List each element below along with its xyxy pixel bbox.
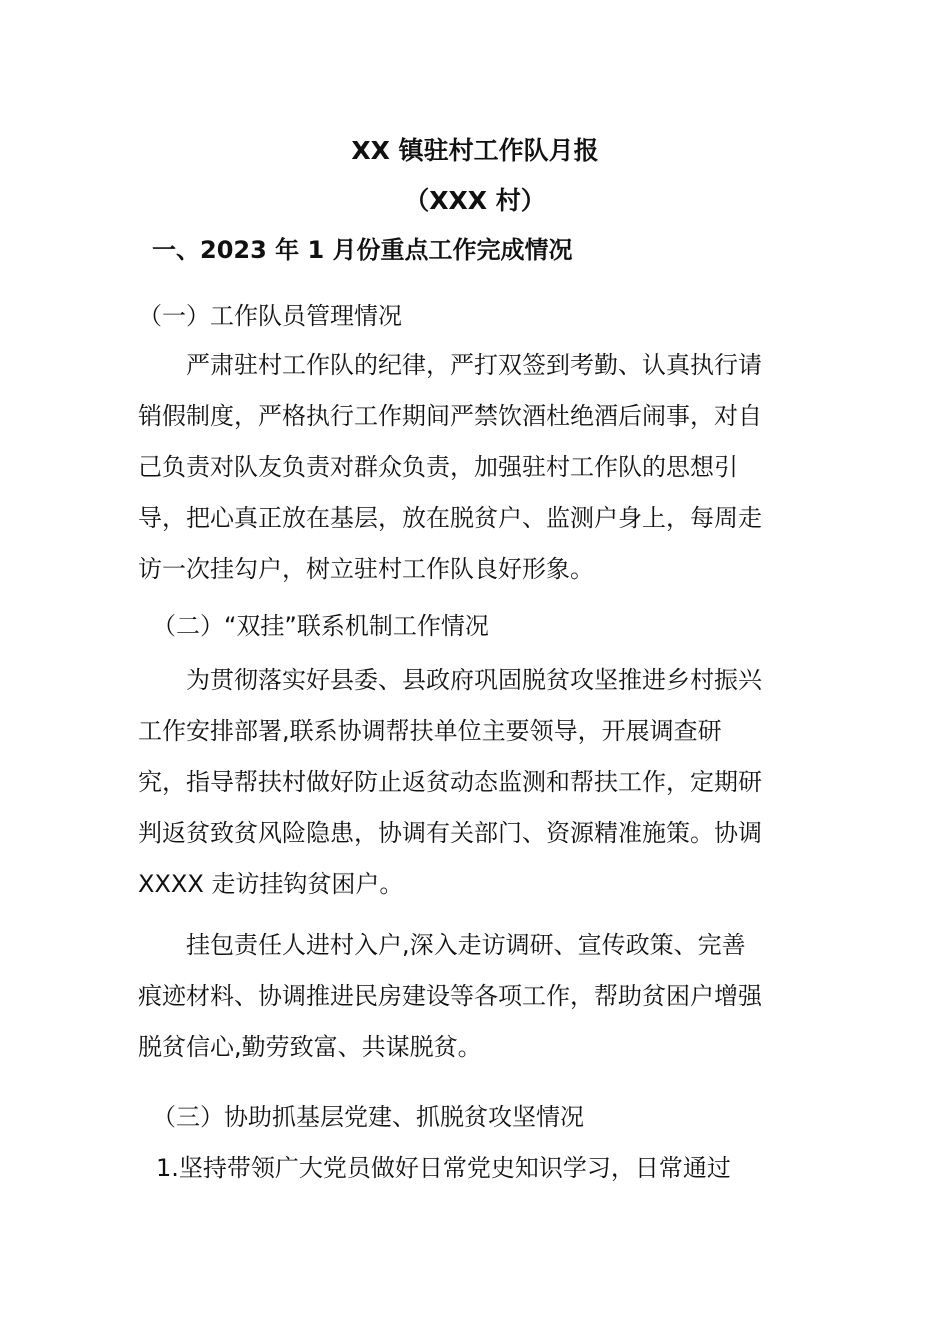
paragraph-line: 销假制度，严格执行工作期间严禁饮酒杜绝酒后闹事，对自 [138,402,762,430]
section-heading-1: 一、2023 年 1 月份重点工作完成情况 [152,236,573,264]
paragraph-line: 导，把心真正放在基层，放在脱贫户、监测户身上，每周走 [138,504,762,532]
list-item-1: 1.坚持带领广大党员做好日常党史知识学习，日常通过 [156,1154,731,1182]
paragraph-line: 工作安排部署,联系协调帮扶单位主要领导，开展调查研 [138,717,722,745]
paragraph-line: 严肃驻村工作队的纪律，严打双签到考勤、认真执行请 [186,351,762,379]
paragraph-team-management [138,340,810,595]
paragraph-line: XXXX 走访挂钩贫困户。 [138,870,404,898]
paragraph-line: 为贯彻落实好县委、县政府巩固脱贫攻坚推进乡村振兴 [186,666,762,694]
document-title: XX 镇驻村工作队月报 [351,136,599,165]
paragraph-responsibility [138,920,810,1073]
paragraph-line: 脱贫信心,勤劳致富、共谋脱贫。 [138,1033,482,1061]
subsection-heading-3: （三）协助抓基层党建、抓脱贫攻坚情况 [152,1103,584,1131]
paragraph-line: 己负责对队友负责对群众负责，加强驻村工作队的思想引 [138,453,738,481]
paragraph-line: 判返贫致贫风险隐患，协调有关部门、资源精准施策。协调 [138,819,762,847]
subsection-heading-1: （一）工作队员管理情况 [138,302,402,330]
paragraph-line: 究，指导帮扶村做好防止返贫动态监测和帮扶工作，定期研 [138,768,762,796]
paragraph-line: 访一次挂勾户，树立驻村工作队良好形象。 [138,555,594,583]
paragraph-double-linkage [138,655,810,910]
document-subtitle: （XXX 村） [404,186,546,215]
paragraph-line: 挂包责任人进村入户,深入走访调研、宣传政策、完善 [186,931,746,959]
subsection-heading-2: （二）“双挂”联系机制工作情况 [152,612,489,640]
paragraph-line: 痕迹材料、协调推进民房建设等各项工作，帮助贫困户增强 [138,982,762,1010]
